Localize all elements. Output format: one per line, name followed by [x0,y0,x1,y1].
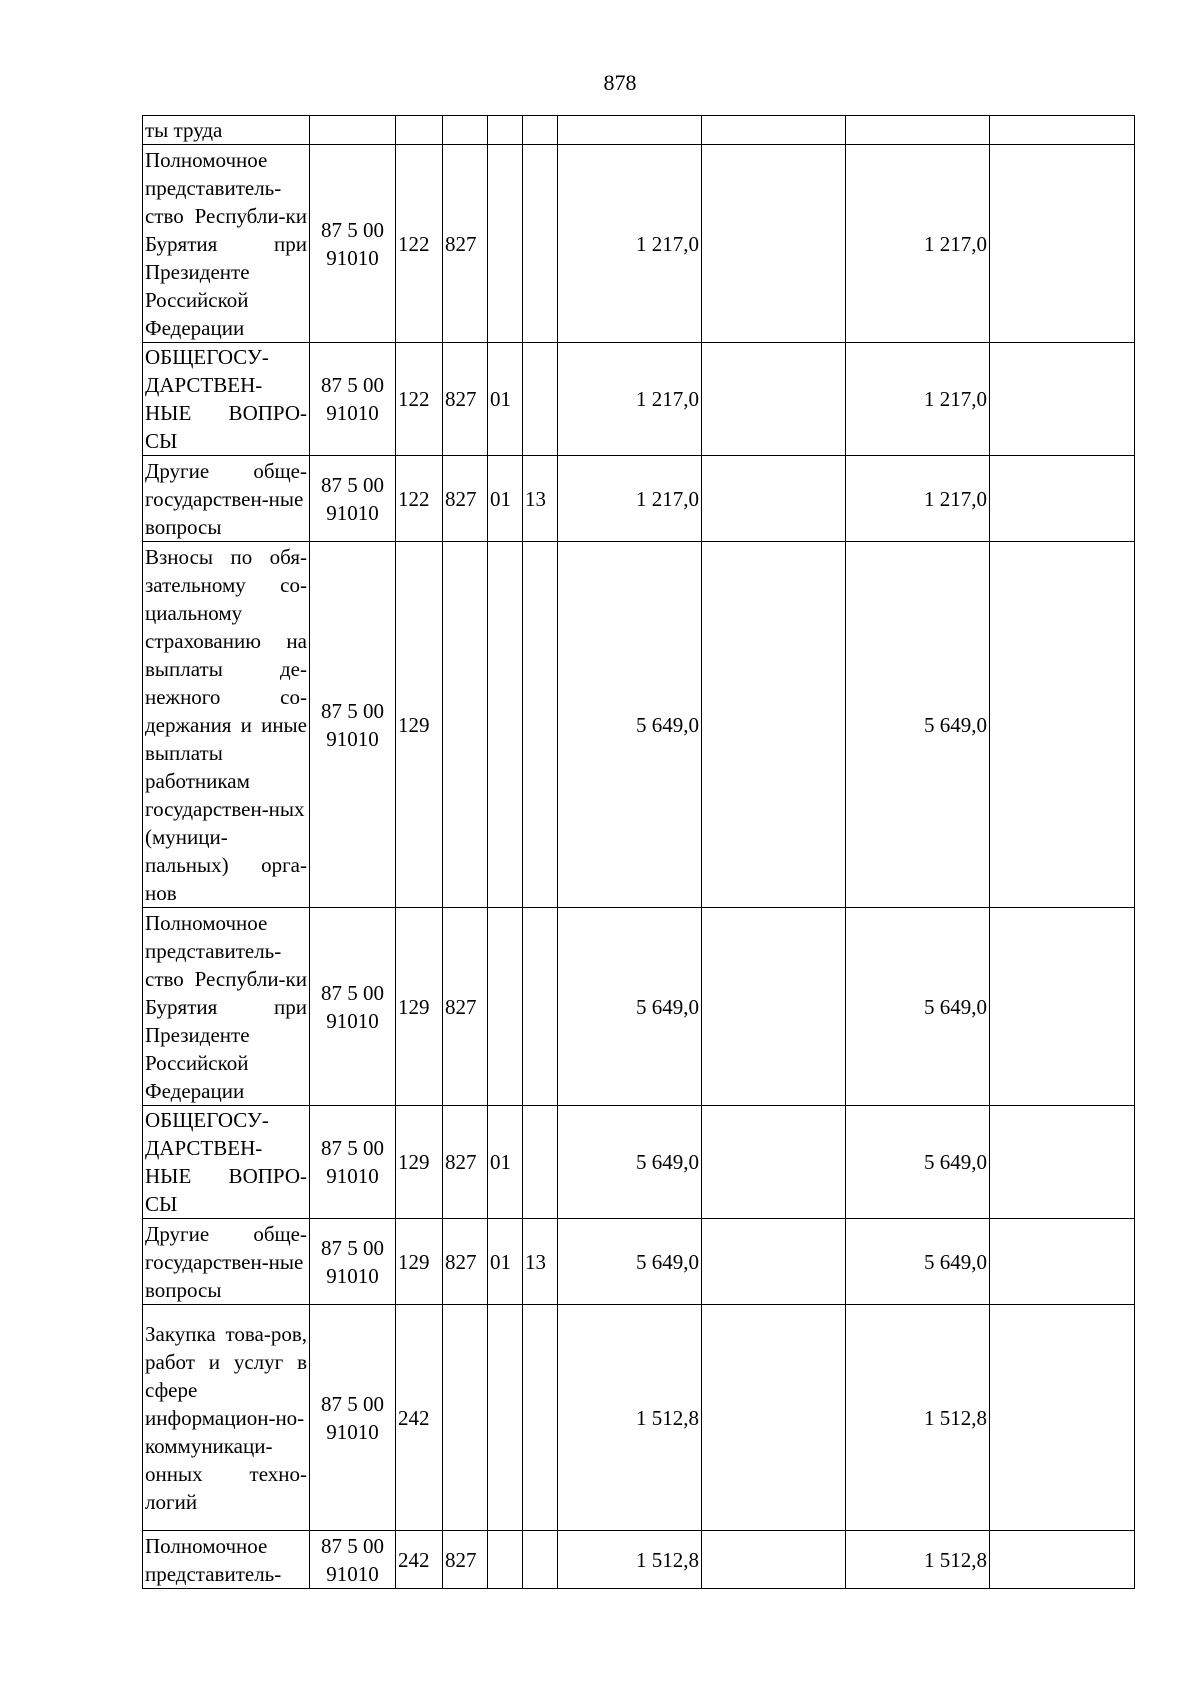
department-code: 827 [443,456,488,542]
amount-4 [990,456,1135,542]
target-code: 87 5 00 91010 [310,908,396,1106]
target-code: 87 5 00 91010 [310,343,396,456]
amount-3: 5 649,0 [846,542,990,908]
table-row [143,343,1135,456]
amount-4 [990,1219,1135,1305]
section-code: 01 [488,456,523,542]
section-code [488,908,523,1106]
amount-2 [702,456,846,542]
row-name: Другие обще-государствен-ные вопросы [143,1219,310,1305]
target-code: 87 5 00 91010 [310,1305,396,1531]
row-name: Другие обще-государствен-ные вопросы [143,456,310,542]
table-row [143,542,1135,908]
amount-4 [990,1531,1135,1589]
table-row [143,456,1135,542]
target-code [310,116,396,145]
row-name: ты труда [143,116,310,145]
department-code: 827 [443,1531,488,1589]
row-name: ОБЩЕГОСУ-ДАРСТВЕН-НЫЕ ВОПРО-СЫ [143,1106,310,1219]
department-code: 827 [443,1106,488,1219]
table-row [143,145,1135,343]
amount-3: 5 649,0 [846,1106,990,1219]
amount-3: 1 217,0 [846,145,990,343]
amount-2 [702,116,846,145]
budget-table [142,115,1135,1589]
target-code: 87 5 00 91010 [310,1106,396,1219]
section-code: 01 [488,1219,523,1305]
target-code: 87 5 00 91010 [310,456,396,542]
expense-type-code: 122 [396,145,443,343]
amount-4 [990,116,1135,145]
subsection-code [523,1106,558,1219]
amount-2 [702,343,846,456]
department-code [443,542,488,908]
table-row [143,116,1135,145]
amount-3: 1 512,8 [846,1531,990,1589]
subsection-code [523,343,558,456]
department-code: 827 [443,1219,488,1305]
amount-2 [702,908,846,1106]
row-name: Полномочное представитель- [143,1531,310,1589]
target-code: 87 5 00 91010 [310,1219,396,1305]
amount-4 [990,908,1135,1106]
amount-2 [702,1305,846,1531]
amount-2 [702,1106,846,1219]
target-code: 87 5 00 91010 [310,542,396,908]
table-row [143,908,1135,1106]
section-code [488,145,523,343]
amount-2 [702,1219,846,1305]
expense-type-code: 242 [396,1305,443,1531]
expense-type-code: 129 [396,542,443,908]
amount-3: 5 649,0 [846,908,990,1106]
amount-1: 5 649,0 [558,908,702,1106]
department-code [443,116,488,145]
table-row [143,1219,1135,1305]
department-code [443,1305,488,1531]
section-code [488,1305,523,1531]
expense-type-code: 242 [396,1531,443,1589]
subsection-code [523,1305,558,1531]
amount-2 [702,1531,846,1589]
section-code [488,116,523,145]
department-code: 827 [443,908,488,1106]
amount-3: 1 217,0 [846,456,990,542]
subsection-code [523,116,558,145]
section-code [488,542,523,908]
amount-2 [702,145,846,343]
subsection-code [523,1531,558,1589]
amount-1: 1 217,0 [558,343,702,456]
amount-3: 1 512,8 [846,1305,990,1531]
amount-1: 1 217,0 [558,456,702,542]
amount-1: 1 512,8 [558,1531,702,1589]
row-name: ОБЩЕГОСУ-ДАРСТВЕН-НЫЕ ВОПРО-СЫ [143,343,310,456]
row-name: Закупка това-ров, работ и услуг в сфере информацион-но-коммуникаци-онных техно-логий [143,1305,310,1531]
expense-type-code: 129 [396,1106,443,1219]
subsection-code [523,542,558,908]
amount-4 [990,1106,1135,1219]
amount-1: 1 512,8 [558,1305,702,1531]
amount-1: 5 649,0 [558,542,702,908]
expense-type-code: 122 [396,343,443,456]
target-code: 87 5 00 91010 [310,1531,396,1589]
expense-type-code: 122 [396,456,443,542]
department-code: 827 [443,343,488,456]
subsection-code: 13 [523,1219,558,1305]
section-code: 01 [488,1106,523,1219]
expense-type-code [396,116,443,145]
amount-4 [990,343,1135,456]
amount-1 [558,116,702,145]
subsection-code: 13 [523,456,558,542]
table-row [143,1531,1135,1589]
page-number: 878 [603,70,637,95]
row-name: Полномочное представитель-ство Республи-ки Бурятия при Президенте Российской Федерации [143,145,310,343]
amount-4 [990,542,1135,908]
section-code [488,1531,523,1589]
table-row [143,1106,1135,1219]
expense-type-code: 129 [396,908,443,1106]
department-code: 827 [443,145,488,343]
table-row [143,1305,1135,1531]
amount-3: 1 217,0 [846,343,990,456]
amount-2 [702,542,846,908]
subsection-code [523,145,558,343]
row-name: Полномочное представитель-ство Республи-ки Бурятия при Президенте Российской Федерации [143,908,310,1106]
amount-4 [990,1305,1135,1531]
amount-3: 5 649,0 [846,1219,990,1305]
expense-type-code: 129 [396,1219,443,1305]
target-code: 87 5 00 91010 [310,145,396,343]
amount-4 [990,145,1135,343]
subsection-code [523,908,558,1106]
row-name: Взносы по обя-зательному со-циальному страхованию на выплаты де-нежного со-держания и иные выплаты работникам государствен-ных (муници-пальных) орга-нов [143,542,310,908]
amount-3 [846,116,990,145]
amount-1: 1 217,0 [558,145,702,343]
amount-1: 5 649,0 [558,1219,702,1305]
amount-1: 5 649,0 [558,1106,702,1219]
section-code: 01 [488,343,523,456]
